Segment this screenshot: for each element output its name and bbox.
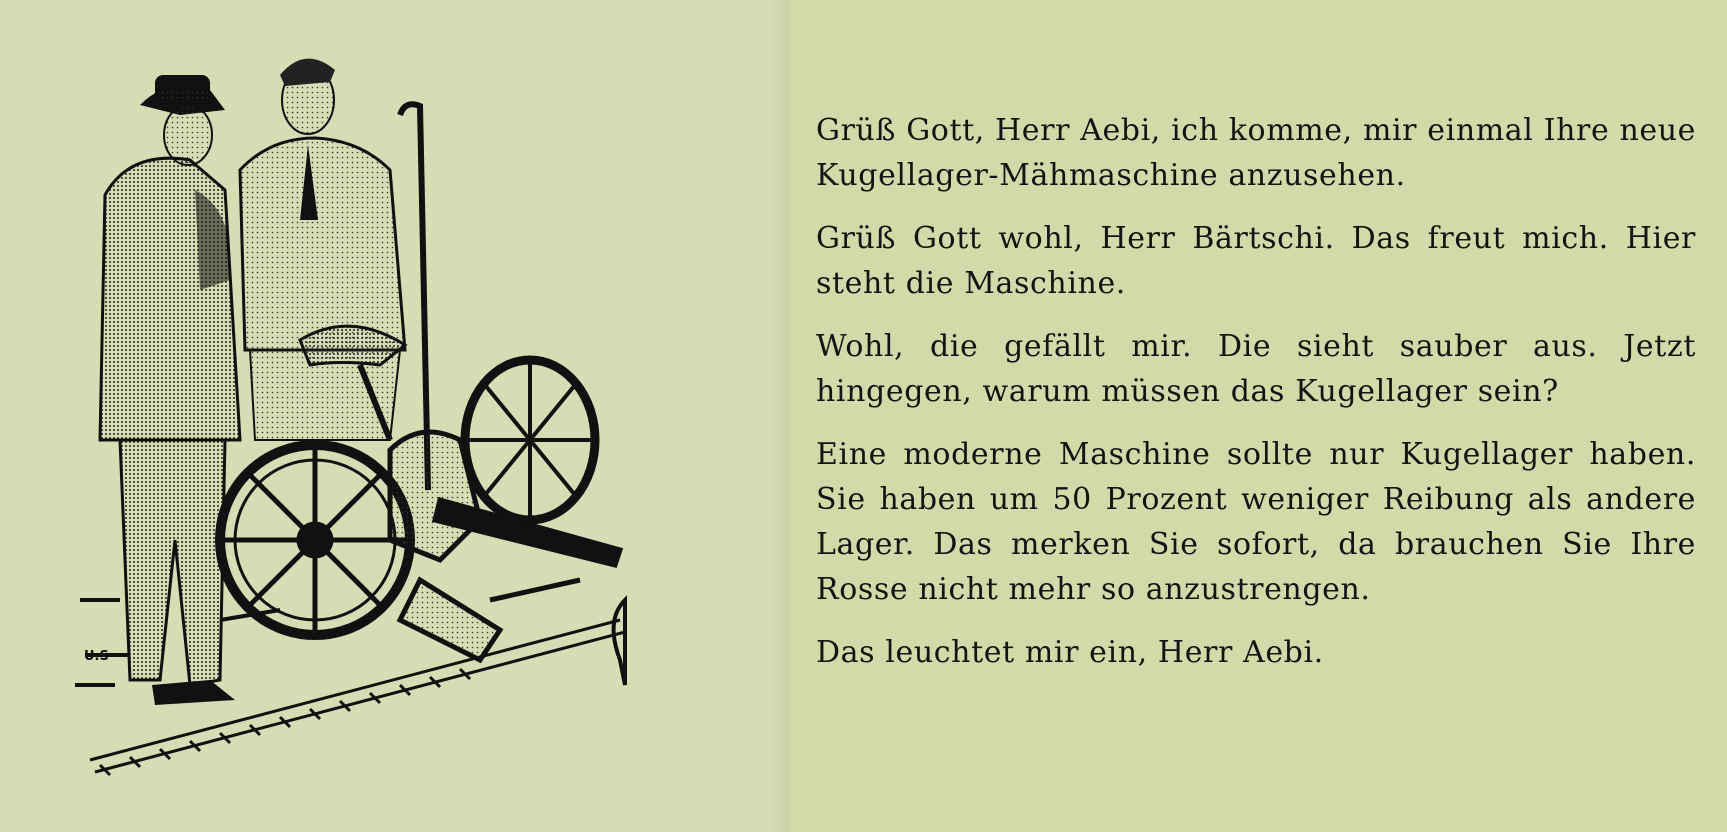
left-page <box>0 0 790 832</box>
mower-frame <box>390 432 620 660</box>
dialogue-text <box>816 108 1696 693</box>
dialogue-paragraph-3: Wohl, die gefällt mir. Die sieht sauber aus. Jetzt hingegen, warum müssen das Kugellager sein? <box>816 329 1696 409</box>
dialogue-paragraph-5: Das leuchtet mir ein, Herr Aebi. <box>816 635 1324 670</box>
dialogue-paragraph-1: Grüß Gott, Herr Aebi, ich komme, mir einmal Ihre neue Kugellager-Mähmaschine anzusehen. <box>816 113 1696 193</box>
artist-signature: U.S <box>84 649 109 664</box>
mower-wheel-rear <box>465 360 595 520</box>
man-with-hat <box>100 75 240 705</box>
mower-illustration <box>60 20 700 800</box>
mower-wheel-front <box>220 445 410 635</box>
dialogue-paragraph-4: Eine moderne Maschine sollte nur Kugellager haben. Sie haben um 50 Prozent weniger Reibung als andere Lager. Das merken Sie sofort, da brauchen Sie Ihre Rosse nicht mehr so anzustrengen. <box>816 437 1696 607</box>
dialogue-paragraph-2: Grüß Gott wohl, Herr Bärtschi. Das freut mich. Hier steht die Maschine. <box>816 221 1696 301</box>
man-standing <box>240 59 405 440</box>
partial-figure <box>614 600 625 685</box>
